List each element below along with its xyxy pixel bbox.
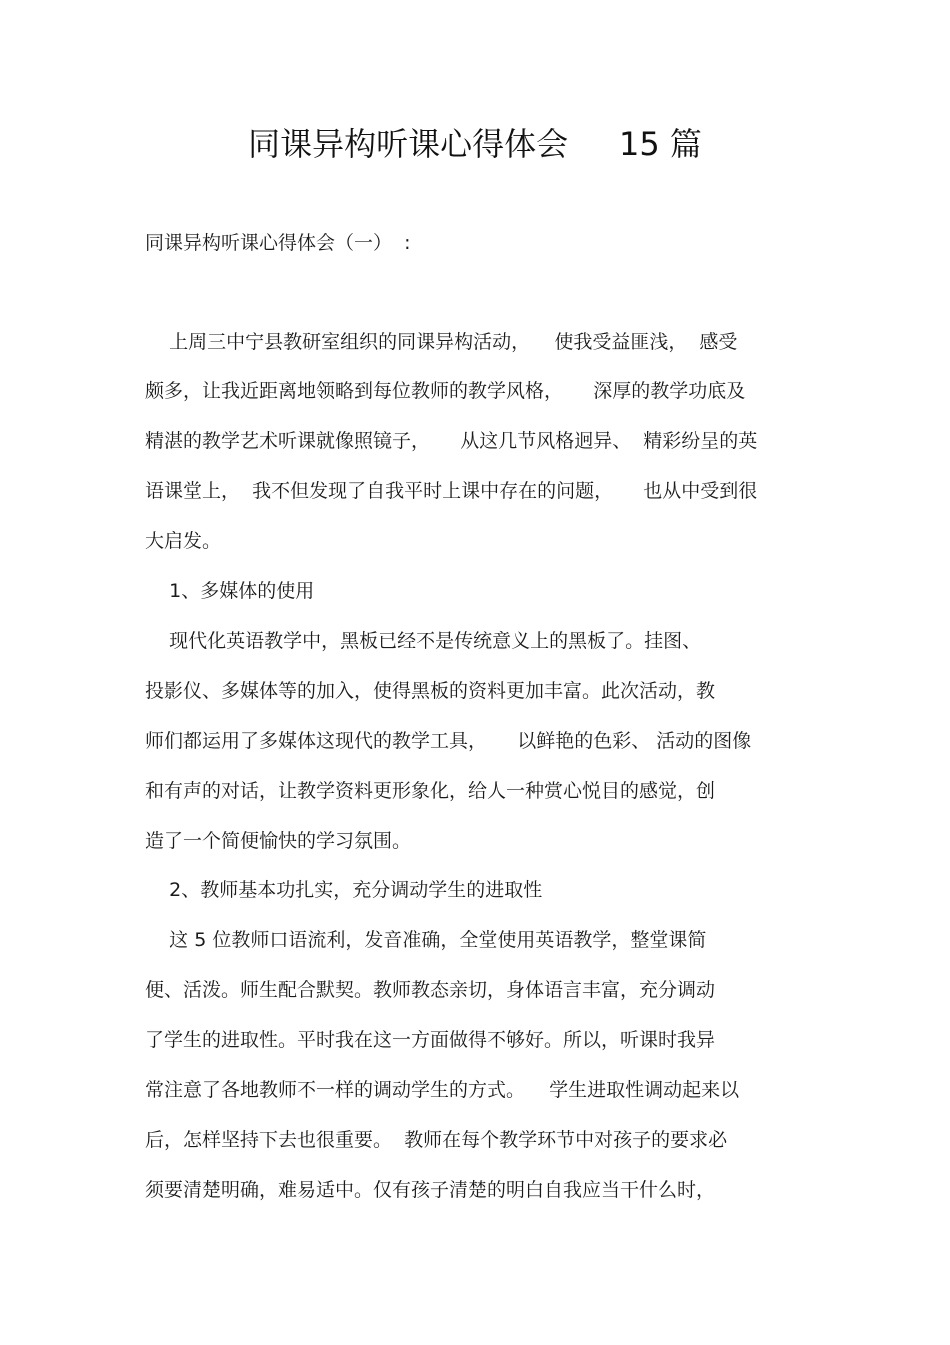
- body-line: 后，怎样坚持下去也很重要。 教师在每个教学环节中对孩子的要求必: [145, 1129, 728, 1151]
- body-line: 常注意了各地教师不一样的调动学生的方式。 学生进取性调动起来以: [145, 1079, 740, 1101]
- body-line: 造了一个简便愉快的学习氛围。: [145, 830, 412, 852]
- body-line: 精湛的教学艺术听课就像照镜子， 从这几节风格迥异、 精彩纷呈的英: [145, 430, 758, 452]
- list-heading: 2、教师基本功扎实，充分调动学生的进取性: [145, 879, 543, 901]
- body-line: 上周三中宁县教研室组织的同课异构活动， 使我受益匪浅， 感受: [145, 331, 738, 353]
- body-line: 大启发。: [145, 530, 222, 552]
- body-line: 现代化英语教学中，黑板已经不是传统意义上的黑板了。挂图、: [145, 630, 702, 652]
- document-title: 同课异构听课心得体会 15 篇: [248, 125, 702, 163]
- body-line: 和有声的对话，让教学资料更形象化，给人一种赏心悦目的感觉，创: [145, 780, 716, 802]
- body-line: 便、活泼。师生配合默契。教师教态亲切，身体语言丰富，充分调动: [145, 979, 716, 1001]
- body-line: 须要清楚明确，难易适中。仅有孩子清楚的明白自我应当干什么时，: [145, 1179, 716, 1201]
- list-heading: 1、多媒体的使用: [145, 580, 315, 602]
- body-line: 师们都运用了多媒体这现代的教学工具， 以鲜艳的色彩、 活动的图像: [145, 730, 752, 752]
- body-line: 语课堂上， 我不但发现了自我平时上课中存在的问题， 也从中受到很: [145, 480, 758, 502]
- body-line: 了学生的进取性。平时我在这一方面做得不够好。所以，听课时我异: [145, 1029, 716, 1051]
- body-line: 这 5 位教师口语流利，发音准确，全堂使用英语教学，整堂课简: [145, 929, 707, 951]
- body-line: 投影仪、多媒体等的加入，使得黑板的资料更加丰富。此次活动，教: [145, 680, 716, 702]
- section-heading: 同课异构听课心得体会（一） :: [145, 232, 411, 254]
- body-line: 颇多，让我近距离地领略到每位教师的教学风格， 深厚的教学功底及: [145, 380, 746, 402]
